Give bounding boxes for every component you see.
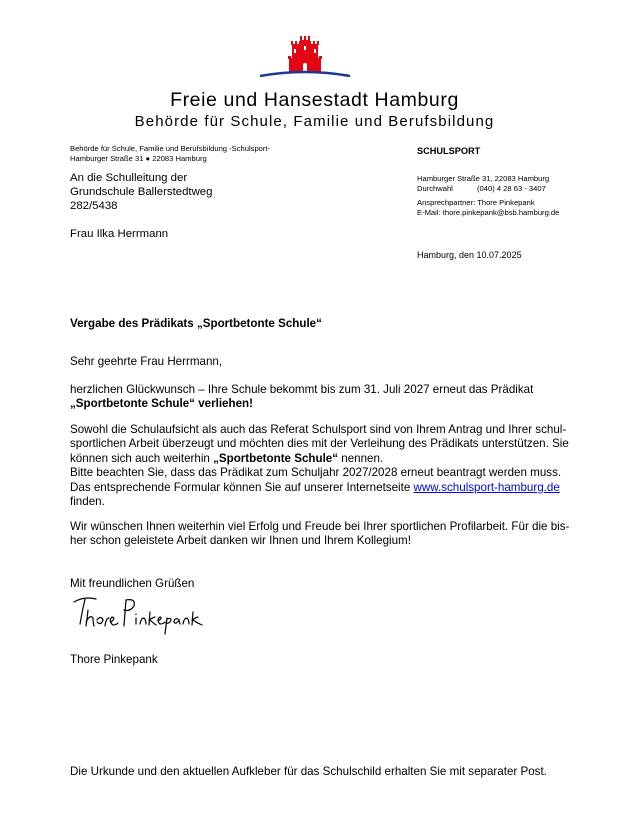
paragraph-text: Das entsprechende Formular können Sie auf unserer Internetseite [70,480,414,494]
paragraph-details [70,423,590,509]
signer-name: Thore Pinkepank [70,653,158,666]
office-email: E-Mail: thore.pinkepank@bsb.hamburg.de [417,207,560,217]
office-contact-person: Ansprechpartner: Thore Pinkepank [417,198,535,207]
salutation: Sehr geehrte Frau Herrmann, [70,355,223,368]
office-address-block [417,174,549,193]
paragraph-congratulation [70,383,590,412]
paragraph-text: können sich auch weiterhin [70,451,214,465]
title-emphasis: „Sportbetonte Schule“ [213,451,339,465]
recipient-address [70,171,212,213]
title-emphasis: „Sportbetonte Schule“ [70,397,195,411]
footer-note: Die Urkunde und den aktuellen Aufkleber für das Schulschild erhalten Sie mit separater Post. [70,765,547,778]
paragraph-text: nennen. [338,451,384,465]
paragraph-line: Sowohl die Schulaufsicht als auch das Referat Schulsport sind von Ihrem Antrag und Ihrer schul- [70,423,567,436]
paragraph-text: verliehen! [194,397,253,411]
paragraph-line: Wir wünschen Ihnen weiterhin viel Erfolg und Freude bei Ihrer sportlichen Profilarbeit. Für die bis- [70,520,570,533]
handwritten-signature [70,590,210,640]
paragraph-line: finden. [70,495,105,509]
office-phone-label: Durchwahl [417,183,453,193]
hamburg-castle-logo-icon [256,34,354,80]
letter-subject: Vergabe des Prädikats „Sportbetonte Schule“ [70,317,322,330]
paragraph-line: Bitte beachten Sie, dass das Prädikat zum Schuljahr 2027/2028 erneut beantragt werden muss. [70,466,562,480]
city-title: Freie und Hansestadt Hamburg [170,89,459,111]
return-address [70,144,270,163]
return-address-line: Hamburger Straße 31 ● 22083 Hamburg [70,153,207,163]
office-name: SCHULSPORT [417,146,481,156]
recipient-line: Grundschule Ballerstedtweg [70,186,213,198]
office-address: Hamburger Straße 31, 22083 Hamburg [417,174,550,183]
website-link[interactable]: www.schulsport-hamburg.de [413,480,560,494]
paragraph-line: herzlichen Glückwunsch – Ihre Schule bekommt bis zum 31. Juli 2027 erneut das Prädikat [70,383,534,396]
office-contact-block [417,198,559,217]
closing: Mit freundlichen Grüßen [70,577,195,590]
recipient-line: An die Schulleitung der [70,172,188,184]
return-address-line: Behörde für Schule, Familie und Berufsbildung -Schulsport- [70,144,271,153]
office-phone [417,184,549,194]
recipient-line: 282/5438 [70,200,118,212]
department-title: Behörde für Schule, Familie und Berufsbildung [134,113,495,130]
paragraph-wishes [70,520,590,549]
paragraph-line [70,397,590,411]
paragraph-line [70,481,590,495]
contact-person: Frau Ilka Herrmann [70,228,169,240]
paragraph-line: her schon geleistete Arbeit danken wir Ihnen und Ihrem Kollegium! [70,534,411,548]
paragraph-line: sportlichen Arbeit überzeugt und möchten dies mit der Verleihung des Prädikats unterstützen. Sie [70,437,569,451]
paragraph-line [70,452,590,466]
letter-date: Hamburg, den 10.07.2025 [417,250,522,260]
office-phone-number: (040) 4 28 63 - 3407 [477,183,546,193]
